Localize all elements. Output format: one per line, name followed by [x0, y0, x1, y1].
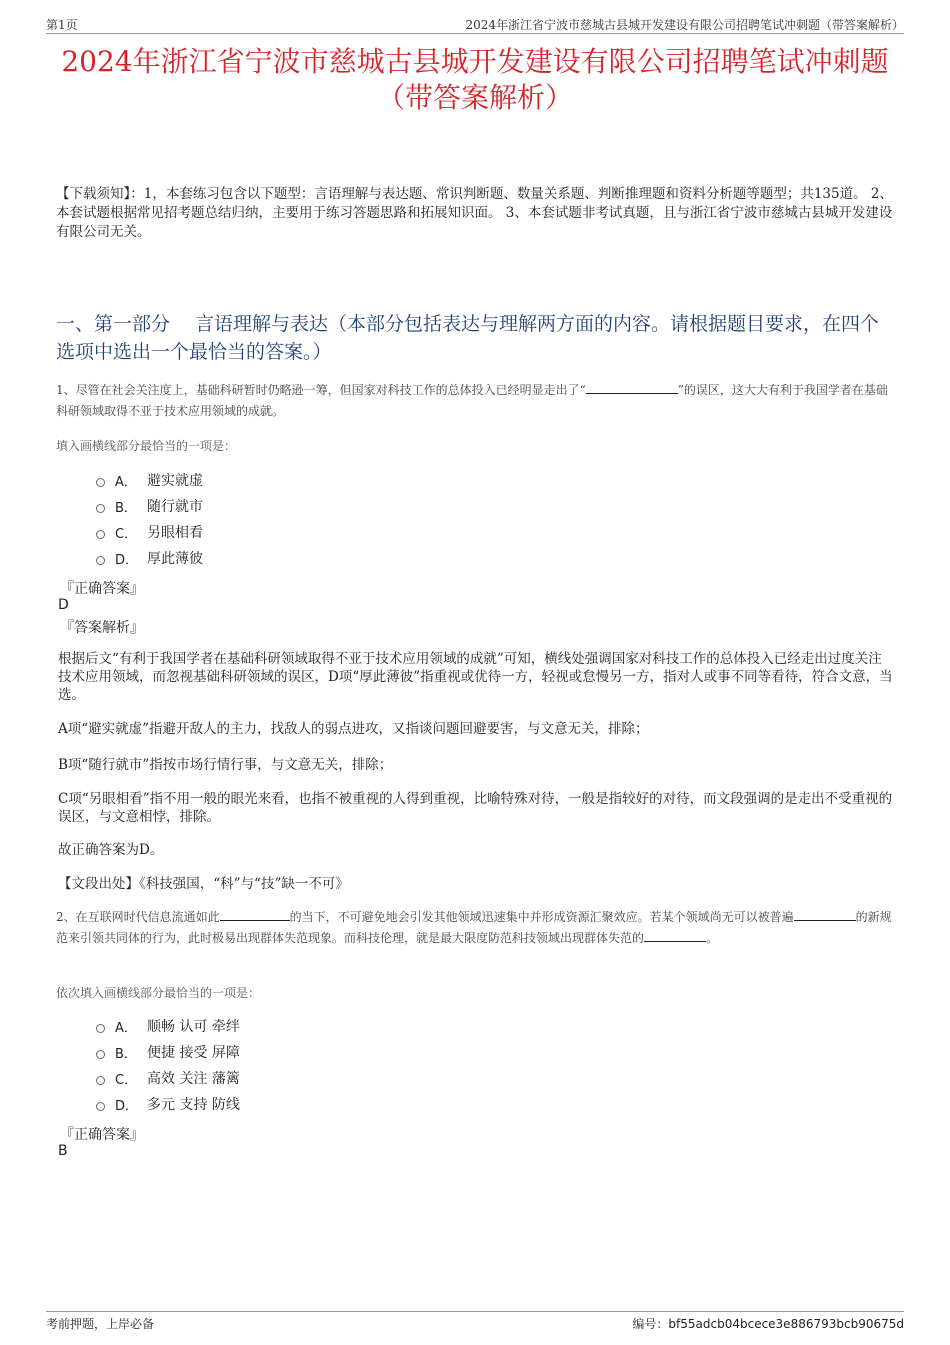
- answer-value: B: [58, 1143, 68, 1159]
- question-1-text: 1、尽管在社会关注度上，基础科研暂时仍略逊一筹，但国家对科技工作的总体投入已经明显走出了“ ”的误区，这大大有利于我国学者在基础科研领域取得不亚于技术应用领域的成就。: [56, 383, 888, 418]
- question-2-options: [96, 1013, 240, 1117]
- question-2-prompt: 依次填入画横线部分最恰当的一项是：: [56, 986, 261, 1000]
- radio-icon[interactable]: [96, 1024, 105, 1033]
- fill-blank: [794, 909, 856, 921]
- radio-icon[interactable]: [96, 504, 105, 513]
- radio-icon[interactable]: [96, 1050, 105, 1059]
- page-header: [46, 14, 904, 34]
- document-code: 编号：bf55adcb04bcece3e886793bcb90675d: [632, 1317, 904, 1331]
- fill-blank: [586, 382, 678, 394]
- header-doc-title: 2024年浙江省宁波市慈城古县城开发建设有限公司招聘笔试冲刺题（带答案解析）: [465, 18, 904, 32]
- text-source: 【文段出处】《科技强国，“科”与“技”缺一不可》: [58, 876, 349, 892]
- radio-icon[interactable]: [96, 1076, 105, 1085]
- question-1-prompt: 填入画横线部分最恰当的一项是：: [56, 439, 237, 453]
- option-d[interactable]: D． 厚此薄彼: [96, 545, 203, 571]
- question-2-text: 2、在互联网时代信息流通如此 的当下，不可避免地会引发其他领域迅速集中并形成资源汇聚效应。若某个领域尚无可以被普遍 的新规范来引领共同体的行为，此时极易出现群体失范现象。而科技伦理，就是最大限度防范科技领域出现群体失范的 。: [56, 910, 892, 945]
- option-b[interactable]: B． 随行就市: [96, 493, 203, 519]
- option-c[interactable]: C． 另眼相看: [96, 519, 203, 545]
- download-notice: 【下载须知】：1，本套练习包含以下题型：言语理解与表达题、常识判断题、数量关系题、判断推理题和资料分析题等题型；共135道。 2、本套试题根据常见招考题总结归纳，主要用于练习答题思路和拓展知识面。 3、本套试题非考试真题，且与浙江省宁波市慈城古县城开发建设有限公司无关。: [56, 186, 893, 240]
- option-a[interactable]: A． 顺畅 认可 牵绊: [96, 1013, 240, 1039]
- analysis-paragraph: C项“另眼相看”指不用一般的眼光来看，也指不被重视的人得到重视，比喻特殊对待，一般是指较好的对待，而文段强调的是走出不受重视的误区，与文意相悖，排除。: [58, 791, 893, 825]
- analysis-paragraph: 故正确答案为D。: [58, 842, 164, 858]
- analysis-label: 『答案解析』: [60, 620, 144, 636]
- document-title: 2024年浙江省宁波市慈城古县城开发建设有限公司招聘笔试冲刺题（带答案解析）: [61, 45, 889, 114]
- option-b[interactable]: B． 便捷 接受 屏障: [96, 1039, 240, 1065]
- option-a[interactable]: A． 避实就虚: [96, 467, 203, 493]
- fill-blank: [644, 930, 706, 942]
- radio-icon[interactable]: [96, 556, 105, 565]
- page-number: 第1页: [46, 18, 78, 32]
- page-footer: [46, 1311, 904, 1331]
- analysis-paragraph: A项“避实就虚”指避开敌人的主力，找敌人的弱点进攻，又指谈问题回避要害，与文意无关，排除；: [58, 721, 649, 737]
- answer-label: 『正确答案』: [60, 581, 144, 597]
- answer-value: D: [58, 597, 69, 613]
- fill-blank: [220, 909, 290, 921]
- analysis-paragraph: 根据后文“有利于我国学者在基础科研领域取得不亚于技术应用领域的成就”可知，横线处强调国家对科技工作的总体投入已经走出过度关注技术应用领域，而忽视基础科研领域的误区，D项“厚此薄彼”指重视或优待一方，轻视或怠慢另一方，指对人或事不同等看待，符合文意，当选。: [58, 651, 893, 703]
- section-heading: 一、第一部分 言语理解与表达（本部分包括表达与理解两方面的内容。请根据题目要求，在四个选项中选出一个最恰当的答案。）: [56, 313, 880, 363]
- radio-icon[interactable]: [96, 1102, 105, 1111]
- answer-label: 『正确答案』: [60, 1127, 144, 1143]
- footer-slogan: 考前押题，上岸必备: [46, 1317, 155, 1331]
- option-d[interactable]: D． 多元 支持 防线: [96, 1091, 240, 1117]
- analysis-paragraph: B项“随行就市”指按市场行情行事，与文意无关，排除；: [58, 757, 393, 773]
- question-1-options: [96, 467, 203, 571]
- option-c[interactable]: C． 高效 关注 藩篱: [96, 1065, 240, 1091]
- radio-icon[interactable]: [96, 478, 105, 487]
- radio-icon[interactable]: [96, 530, 105, 539]
